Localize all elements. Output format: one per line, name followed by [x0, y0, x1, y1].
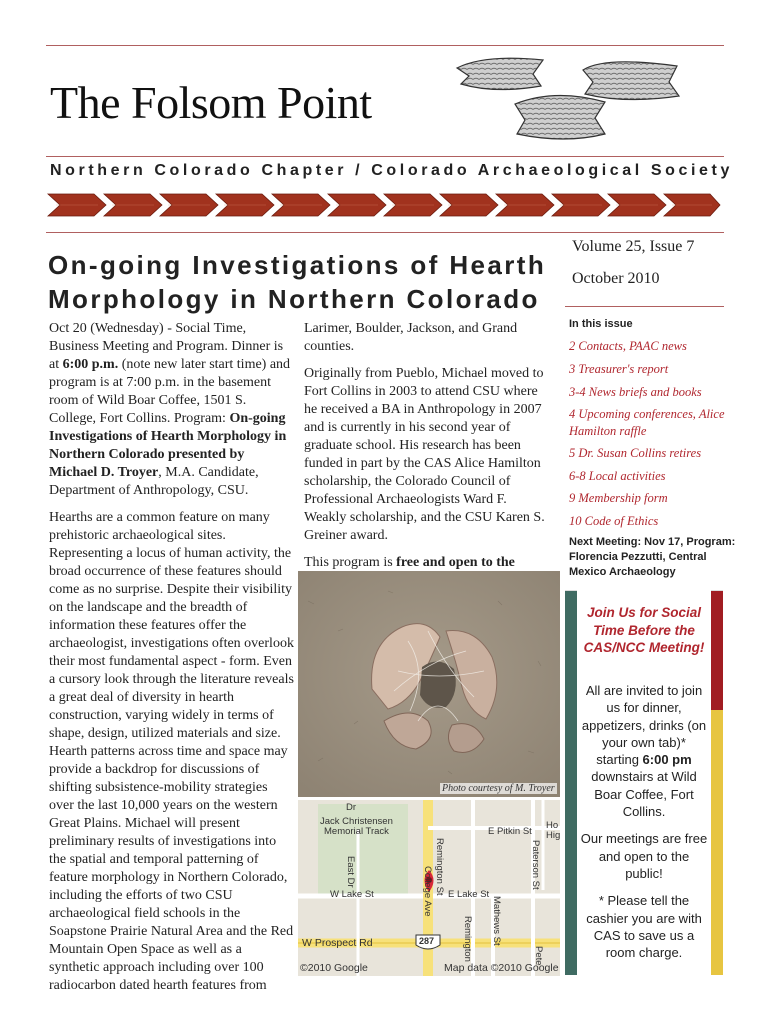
- title-rule: [46, 156, 724, 157]
- toc-item[interactable]: 4 Upcoming conferences, Alice Hamilton raffle: [569, 407, 725, 438]
- toc-item[interactable]: 9 Membership form: [569, 491, 668, 505]
- map-label-paterson: Paterson St: [530, 840, 541, 890]
- map-label-hig: Hig: [546, 830, 560, 841]
- map-label-dr: Dr: [346, 802, 357, 813]
- social-paragraph-1: All are invited to join us for dinner, appetizers, drinks (on your own tab)* starting 6:00 pm downstairs at Wild Boar Coffee, Fort Collins.: [581, 683, 707, 820]
- newsletter-title: The Folsom Point: [50, 77, 372, 128]
- volume-issue: Volume 25, Issue 7: [572, 238, 695, 255]
- map-label-east-dr: East Dr: [345, 856, 356, 888]
- headline-line-1: On-going Investigations of Hearth: [48, 250, 547, 280]
- map-label-memorial-track: Memorial Track: [324, 826, 389, 837]
- top-rule: [46, 45, 724, 46]
- map-label-pete: Pete: [533, 946, 544, 966]
- map-copyright: ©2010 Google: [300, 962, 368, 974]
- toc-item[interactable]: 2 Contacts, PAAC news: [569, 339, 687, 353]
- article-paragraph-1: Oct 20 (Wednesday) - Social Time, Business Meeting and Program. Dinner is at 6:00 p.m. (note new later start time) and program is at 7:00 p.m. in the basement room of Wild Boar Coffee, 1501 S. College, Fort Collins. Program: On-going Investigations of Hearth Morphology in Northern Colorado presented by Michael D. Troyer, M.A. Candidate, Department of Anthropology, CSU.: [49, 321, 291, 498]
- map-label-remington-2: Remington: [462, 916, 473, 962]
- map-label-e-lake: E Lake St: [448, 889, 490, 900]
- social-paragraph-2: Our meetings are free and open to the public!: [580, 831, 708, 881]
- map-data-credit: Map data ©2010 Google: [444, 962, 559, 974]
- toc-item[interactable]: 6-8 Local activities: [569, 469, 666, 483]
- social-body: [580, 682, 708, 971]
- headline-line-2: Morphology in Northern Colorado: [48, 284, 540, 314]
- map-label-w-lake: W Lake St: [330, 889, 374, 900]
- stripe-teal: [565, 590, 577, 975]
- map-label-pitkin: E Pitkin St: [488, 826, 532, 837]
- toc-item[interactable]: 5 Dr. Susan Collins retires: [569, 446, 702, 460]
- toc-item[interactable]: 10 Code of Ethics: [569, 514, 659, 528]
- photo-caption: Photo courtesy of M. Troyer: [442, 783, 555, 794]
- folsom-point-3: [515, 95, 605, 139]
- toc-item[interactable]: 3-4 News briefs and books: [569, 385, 702, 399]
- newsletter-subtitle: Northern Colorado Chapter / Colorado Archaeological Society: [50, 162, 733, 179]
- article-paragraph-4: Originally from Pueblo, Michael moved to Fort Collins in 2003 to attend CSU where he received a BA in Anthropology in 2007 and is currently in his second year of graduate school. His research has been funded in part by the CAS Alice Hamilton scholarship, the Colorado Council of Professional Archaeologists Ward F. Weakly scholarship, and the CSU Karen S. Greiner award.: [304, 366, 545, 543]
- map-label-jack-christensen: Jack Christensen: [320, 816, 393, 827]
- sidebar-rule: [565, 306, 724, 307]
- social-heading: Join Us for Social Time Before the CAS/NCC Meeting!: [583, 605, 705, 655]
- stripe-red: [711, 590, 723, 710]
- article-column-2: [304, 320, 549, 599]
- location-map[interactable]: [298, 800, 560, 976]
- map-label-mathews: Mathews St: [491, 896, 502, 946]
- issue-date: October 2010: [572, 270, 660, 287]
- next-meeting: Next Meeting: Nov 17, Program: Florencia Pezzutti, Central Mexico Archaeology: [569, 536, 736, 578]
- folsom-point-2: [583, 62, 679, 100]
- article-paragraph-2: Hearths are a common feature on many prehistoric archaeological sites. Representing a locus of human activity, the broad occurrence of these features should come as no surprise. Despite their visibility on the landscape and the breadth of information these features offer the archaeologist, investigations often overlook their most fundamental aspect - form. Even a cursory look through the literature reveals a great deal of diversity in hearth construction, varying widely in terms of shape, design, utilized materials and size. Hearth patterns across time and space may provide a backdrop for discussions of shifting subsistence-mobility strategies over the last 10,000 years on the western Great Plains. Michael will present preliminary results of investigations into the spatial and temporal patterning of feature morphology in Northern Colorado, including the efforts of two CSU archaeological field schools in the Soapstone Prairie Natural Area and the Red Mountain Open Space as well as a synthetic approach including over 100 radiocarbon dated hearth features from: [49, 510, 294, 993]
- in-this-issue-heading: In this issue: [569, 318, 633, 330]
- banner-rule: [46, 232, 724, 233]
- map-label-prospect: W Prospect Rd: [302, 937, 373, 949]
- map-label-college-ave: College Ave: [422, 866, 433, 917]
- article-column-1: [49, 320, 295, 1004]
- article-paragraph-3: Larimer, Boulder, Jackson, and Grand counties.: [304, 321, 518, 354]
- article-paragraph-5: This program is free and open to the: [304, 555, 515, 570]
- arrow-banner: [46, 190, 722, 220]
- folsom-points-illustration: [455, 52, 725, 152]
- map-label-ho: Ho: [546, 820, 559, 831]
- hearth-photo: [298, 571, 560, 797]
- toc-item[interactable]: 3 Treasurer's report: [569, 362, 669, 376]
- folsom-point-1: [457, 58, 543, 89]
- map-label-remington: Remington St: [434, 838, 445, 896]
- map-label-287: 287: [419, 936, 435, 946]
- stripe-gold: [711, 710, 723, 975]
- social-paragraph-3: * Please tell the cashier you are with CAS to save us a room charge.: [586, 893, 702, 961]
- article-headline: [48, 248, 548, 316]
